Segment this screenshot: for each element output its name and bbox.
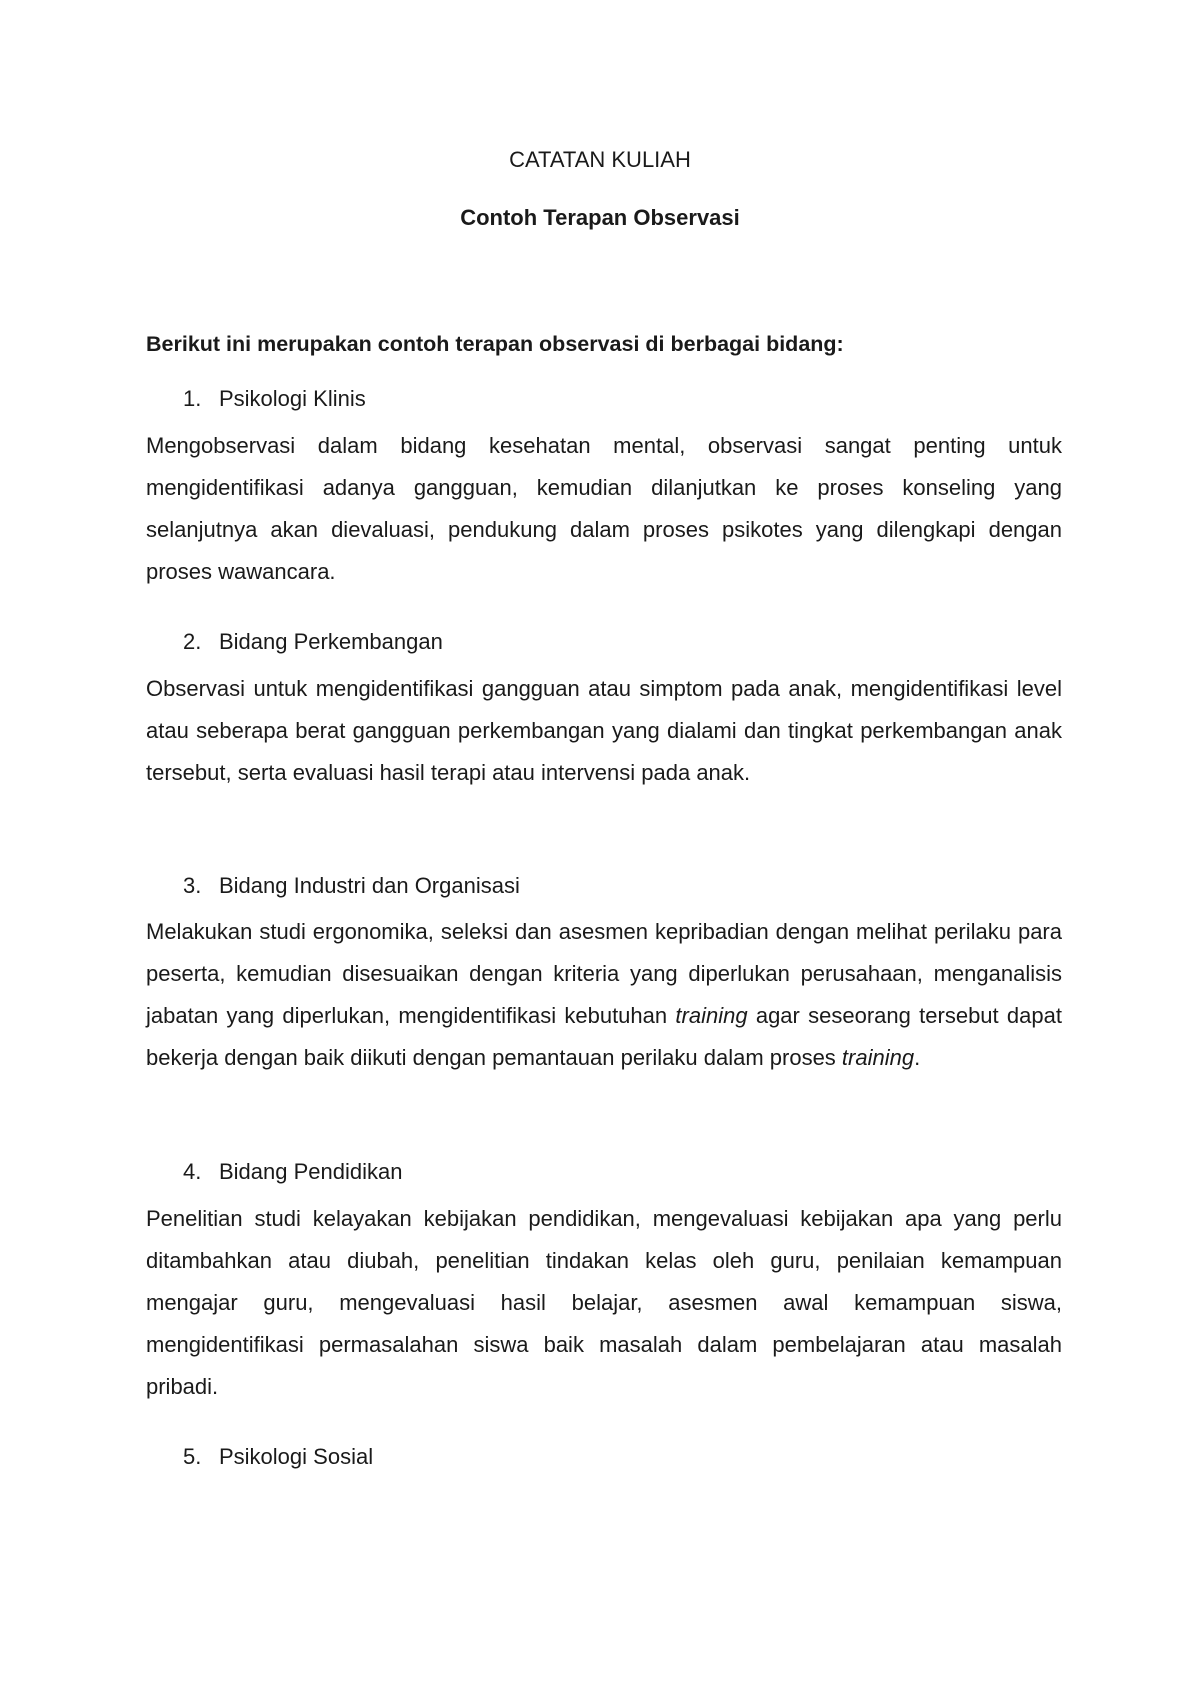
list-heading: Bidang Industri dan Organisasi [219, 873, 520, 898]
list-number: 3. [183, 873, 202, 898]
list-number: 1. [183, 386, 202, 411]
list-heading: Bidang Pendidikan [219, 1159, 403, 1184]
section-paragraph: Penelitian studi kelayakan kebijakan pendidikan, mengevaluasi kebijakan apa yang perlu ditambahkan atau diubah, penelitian tindakan kelas oleh guru, penilaian kemampuan mengajar guru, mengevaluasi hasil belajar, asesmen awal kemampuan siswa, mengidentifikasi permasalahan siswa baik masalah dalam pembelajaran atau masalah pribadi. [146, 1206, 1062, 1399]
list-item-heading [183, 628, 443, 656]
list-item-heading [183, 1158, 402, 1186]
document-title: CATATAN KULIAH [509, 147, 691, 172]
italic-term: training [841, 1045, 915, 1070]
section-paragraph: Mengobservasi dalam bidang kesehatan mental, observasi sangat penting untuk mengidentifikasi adanya gangguan, kemudian dilanjutkan ke proses konseling yang selanjutnya akan dievaluasi, pendukung dalam proses psikotes yang dilengkapi dengan proses wawancara. [146, 433, 1062, 584]
list-item-heading [183, 385, 366, 413]
list-number: 2. [183, 629, 202, 654]
intro-text: Berikut ini merupakan contoh terapan observasi di berbagai bidang: [146, 332, 844, 356]
list-item-heading [183, 872, 520, 900]
section-paragraph: Observasi untuk mengidentifikasi gangguan atau simptom pada anak, mengidentifikasi level atau seberapa berat gangguan perkembangan yang dialami dan tingkat perkembangan anak tersebut, serta evaluasi hasil terapi atau intervensi pada anak. [146, 676, 1062, 785]
italic-term: training [675, 1003, 748, 1028]
list-item-heading [183, 1443, 373, 1471]
list-heading: Bidang Perkembangan [219, 629, 443, 654]
list-heading: Psikologi Sosial [219, 1444, 374, 1469]
list-heading: Psikologi Klinis [219, 386, 366, 411]
paragraph-text: agar seseorang tersebut dapat bekerja dengan baik diikuti dengan pemantauan perilaku dalam proses [146, 1003, 1062, 1070]
section-paragraph [146, 911, 1062, 1079]
list-number: 5. [183, 1444, 202, 1469]
paragraph-text: Melakukan studi ergonomika, seleksi dan asesmen kepribadian dengan melihat perilaku para peserta, kemudian disesuaikan dengan kriteria yang diperlukan perusahaan, menganalisis jabatan yang diperlukan, mengidentifikasi kebutuhan [146, 919, 1062, 1028]
paragraph-text: . [914, 1045, 921, 1070]
document-subtitle: Contoh Terapan Observasi [460, 205, 740, 230]
list-number: 4. [183, 1159, 202, 1184]
